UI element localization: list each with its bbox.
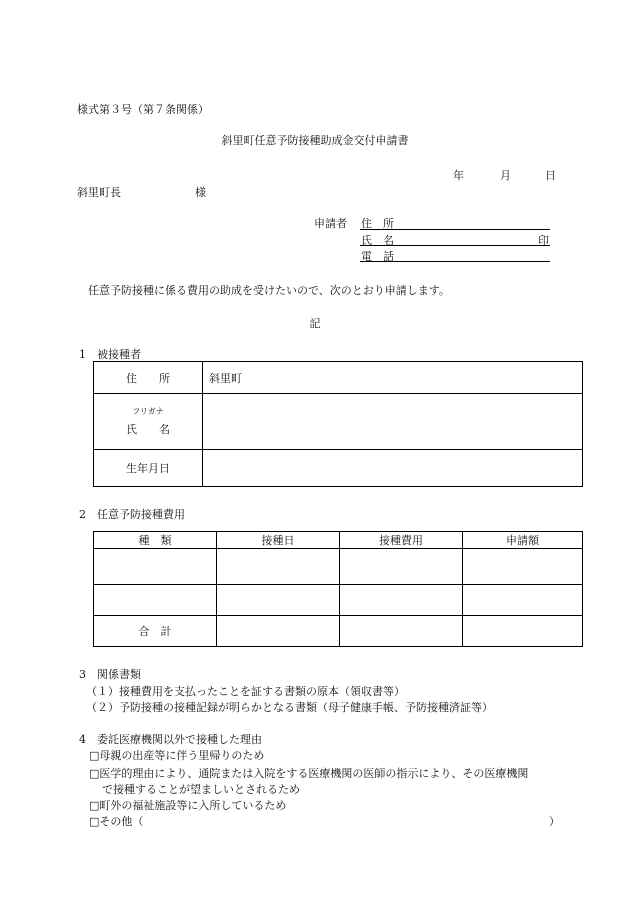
date-day: 日 bbox=[545, 169, 556, 182]
document-item: （２）予防接種の接種記録が明らかとなる書類（母子健康手帳、予防接種済証等） bbox=[86, 701, 493, 714]
section1-heading: 1 被接種者 bbox=[79, 348, 141, 361]
applicant-address-line[interactable] bbox=[360, 229, 550, 230]
col-header-type: 種 類 bbox=[94, 532, 217, 549]
addressee-honorific: 様 bbox=[195, 186, 206, 199]
date-month: 月 bbox=[500, 169, 511, 182]
cost-cell[interactable] bbox=[340, 585, 463, 616]
reason-option[interactable]: □母親の出産等に伴う里帰りのため bbox=[89, 749, 265, 762]
recipient-name-cell bbox=[94, 394, 203, 450]
total-cell[interactable] bbox=[217, 616, 340, 647]
total-cell[interactable] bbox=[463, 616, 583, 647]
cost-cell[interactable] bbox=[340, 549, 463, 585]
cost-cell[interactable] bbox=[463, 549, 583, 585]
reason-option-continued: で接種することが望ましいとされるため bbox=[102, 783, 300, 796]
recipient-name-value[interactable] bbox=[203, 394, 583, 450]
reason-option-other[interactable]: □その他（ bbox=[89, 815, 144, 828]
ki-mark: 記 bbox=[309, 317, 321, 330]
seal-mark: 印 bbox=[538, 234, 549, 247]
applicant-name-line[interactable] bbox=[360, 245, 550, 246]
cost-table bbox=[93, 531, 583, 647]
applicant-label: 申請者 bbox=[314, 217, 347, 230]
applicant-address-label: 住 所 bbox=[361, 217, 394, 230]
section4-heading: 4 委託医療機関以外で接種した理由 bbox=[79, 733, 262, 746]
reason-option[interactable]: □町外の福祉施設等に入所しているため bbox=[89, 799, 287, 812]
applicant-phone-line[interactable] bbox=[360, 261, 550, 262]
reason-option[interactable]: □医学的理由により、通院または入院をする医療機関の医師の指示により、その医療機関 bbox=[89, 767, 529, 780]
col-header-date: 接種日 bbox=[217, 532, 340, 549]
form-number: 様式第３号（第７条関係） bbox=[77, 103, 209, 116]
col-header-cost: 接種費用 bbox=[340, 532, 463, 549]
cost-cell[interactable] bbox=[217, 549, 340, 585]
other-close-paren: ） bbox=[549, 815, 560, 828]
recipient-address-label: 住 所 bbox=[94, 362, 203, 394]
recipient-name-label: 氏 名 bbox=[126, 423, 170, 436]
document-item: （１）接種費用を支払ったことを証する書類の原本（領収書等） bbox=[86, 685, 405, 698]
furigana-label: フリガナ bbox=[132, 407, 164, 416]
intro-text: 任意予防接種に係る費用の助成を受けたいので、次のとおり申請します。 bbox=[88, 284, 450, 297]
recipient-dob-value[interactable] bbox=[203, 450, 583, 487]
total-cell[interactable] bbox=[340, 616, 463, 647]
date-year: 年 bbox=[453, 169, 464, 182]
section2-heading: 2 任意予防接種費用 bbox=[79, 508, 185, 521]
cost-cell[interactable] bbox=[94, 585, 217, 616]
recipient-address-value[interactable]: 斜里町 bbox=[203, 362, 583, 394]
addressee-name: 斜里町長 bbox=[77, 186, 121, 199]
section3-heading: 3 関係書類 bbox=[79, 668, 141, 681]
total-label: 合 計 bbox=[94, 616, 217, 647]
applicant-name-label: 氏 名 bbox=[361, 234, 394, 247]
cost-cell[interactable] bbox=[94, 549, 217, 585]
document-title: 斜里町任意予防接種助成金交付申請書 bbox=[221, 134, 409, 147]
recipient-table bbox=[93, 361, 583, 487]
col-header-amount: 申請額 bbox=[463, 532, 583, 549]
recipient-dob-label: 生年月日 bbox=[94, 450, 203, 487]
cost-cell[interactable] bbox=[217, 585, 340, 616]
cost-cell[interactable] bbox=[463, 585, 583, 616]
applicant-phone-label: 電 話 bbox=[361, 250, 394, 263]
